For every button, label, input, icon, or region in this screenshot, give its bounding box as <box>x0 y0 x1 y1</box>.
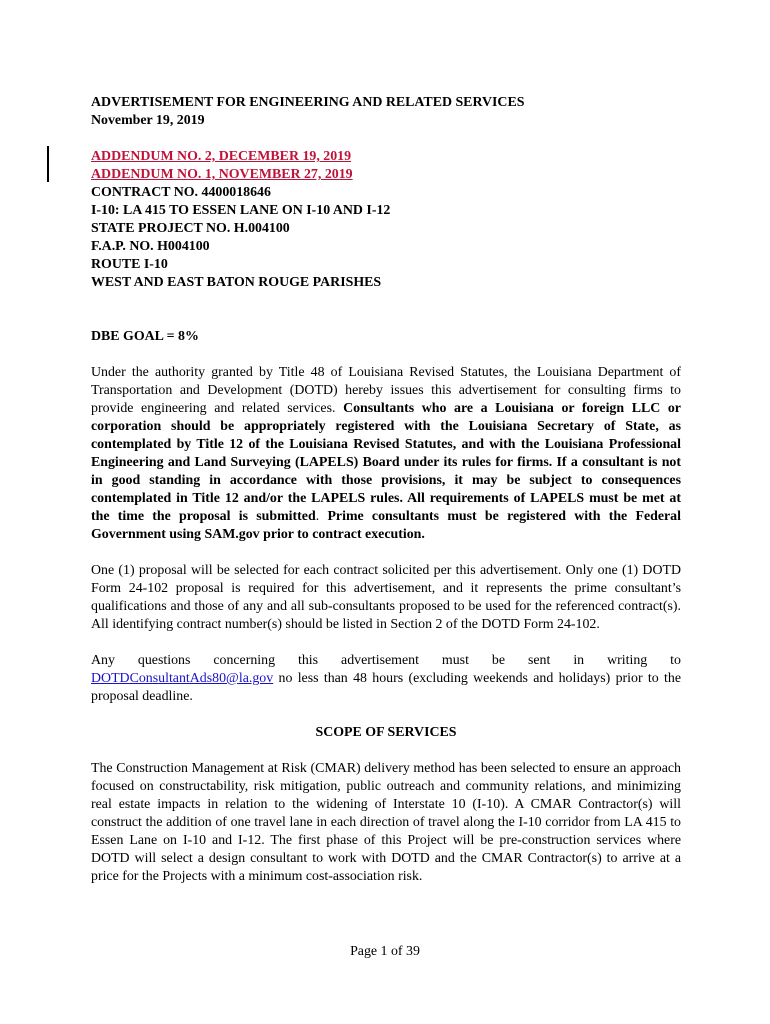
advertisement-title: ADVERTISEMENT FOR ENGINEERING AND RELATED SERVICES <box>91 95 525 110</box>
revision-bar <box>47 146 49 182</box>
email-link[interactable]: DOTDConsultantAds80@la.gov <box>91 671 274 686</box>
advertisement-date: November 19, 2019 <box>91 113 205 128</box>
questions-line-1: Any questions concerning this advertisement must be sent in writing to <box>91 653 681 668</box>
authority-bold-text-2: Prime consultants must be registered with the Federal Government using SAM.gov prior to contract execution. <box>91 509 681 542</box>
route: ROUTE I-10 <box>91 257 168 272</box>
proposal-paragraph: One (1) proposal will be selected for each contract solicited per this advertisement. Only one (1) DOTD Form 24-102 proposal is required for this advertisement, and it represents the prime consultant’s qualifications and those of any and all sub-consultants proposed to be used for the referenced contract(s). All identifying contract number(s) should be listed in Section 2 of the DOTD Form 24-102. <box>91 563 681 632</box>
authority-period: . <box>315 509 320 524</box>
questions-rest: no less than 48 hours (excluding weekends and holidays) prior to the proposal deadline. <box>91 671 681 704</box>
document-body <box>91 94 681 886</box>
state-project-number: STATE PROJECT NO. H.004100 <box>91 221 290 236</box>
authority-bold-text-1: Consultants who are a Louisiana or foreign LLC or corporation should be appropriately registered with the Louisiana Secretary of State, as contemplated by Title 12 of the Louisiana Revised Statutes, and with the Louisiana Professional Engineering and Land Surveying (LAPELS) Board under its rules for firms. If a consultant is not in good standing in accordance with those provisions, it may be subject to consequences contemplated in Title 12 and/or the LAPELS rules. All requirements of LAPELS must be met at the time the proposal is submitted <box>91 401 681 524</box>
dbe-goal: DBE GOAL = 8% <box>91 329 199 344</box>
scope-paragraph: The Construction Management at Risk (CMAR) delivery method has been selected to ensure an approach focused on constructability, risk mitigation, public outreach and community relations, and minimizing real estate impacts in relation to the widening of Interstate 10 (I-10). A CMAR Contractor(s) will construct the addition of one travel lane in each direction of travel along the I-10 corridor from LA 415 to Essen Lane on I-10 and I-12. The first phase of this Project will be pre-construction services where DOTD will select a design consultant to work with DOTD and the CMAR Contractor(s) to arrive at a price for the Projects with a minimum cost-association risk. <box>91 761 681 884</box>
addendum-2: ADDENDUM NO. 2, DECEMBER 19, 2019 <box>91 149 352 164</box>
addendum-1: ADDENDUM NO. 1, NOVEMBER 27, 2019 <box>91 167 353 182</box>
contract-number: CONTRACT NO. 4400018646 <box>91 185 271 200</box>
questions-paragraph <box>91 670 681 706</box>
scope-heading: SCOPE OF SERVICES <box>315 725 457 740</box>
parishes: WEST AND EAST BATON ROUGE PARISHES <box>91 275 382 290</box>
authority-plain-text: Under the authority granted by Title 48 of Louisiana Revised Statutes, the Louisiana Department of Transportation and Development (DOTD) hereby issues this advertisement for consulting firms to provide engineering and related services. <box>91 365 681 416</box>
page-number: Page 1 of 39 <box>350 944 420 959</box>
authority-paragraph <box>91 364 681 544</box>
fap-number: F.A.P. NO. H004100 <box>91 239 210 254</box>
project-title: I-10: LA 415 TO ESSEN LANE ON I-10 AND I-12 <box>91 203 391 218</box>
